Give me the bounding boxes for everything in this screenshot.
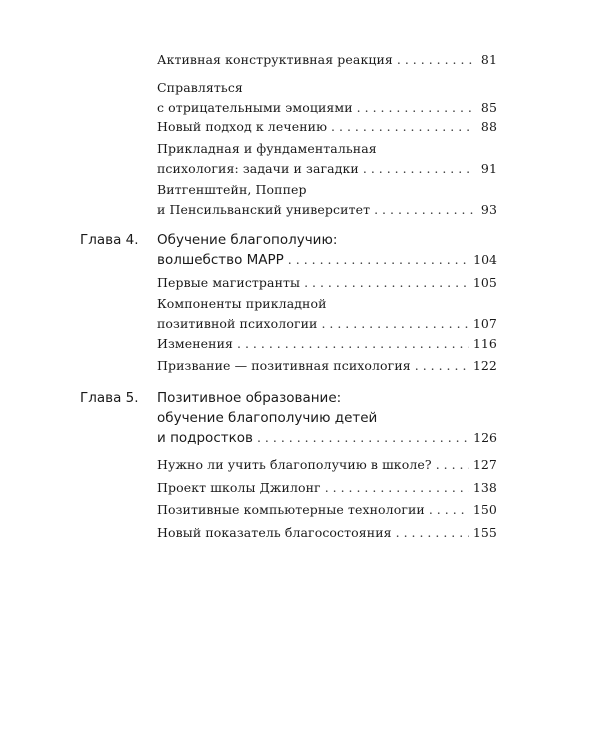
toc-entry-title: Нужно ли учить благополучию в школе? bbox=[157, 457, 432, 472]
chapter-title bbox=[157, 388, 497, 448]
toc-entry-title: Проект школы Джилонг bbox=[157, 480, 321, 495]
toc-entry-title: Первые магистранты bbox=[157, 275, 301, 290]
toc-entry-page: 138 bbox=[472, 480, 497, 495]
chapter-title-line: и подростков bbox=[157, 430, 253, 446]
toc-entry-title: позитивной психологии bbox=[157, 316, 318, 331]
toc-entry-title: Витгенштейн, Поппер bbox=[157, 182, 307, 197]
chapter-number: Глава 5. bbox=[80, 390, 139, 406]
toc-entry bbox=[157, 478, 497, 498]
toc-entry-title: Компоненты прикладной bbox=[157, 296, 327, 311]
leader-dots bbox=[325, 478, 469, 498]
toc-entry bbox=[157, 180, 497, 220]
chapter-title-line: Позитивное образование: bbox=[157, 390, 342, 406]
toc-entry-page: 122 bbox=[472, 358, 497, 373]
leader-dots bbox=[415, 356, 469, 376]
toc-entry bbox=[157, 500, 497, 520]
chapter-page: 126 bbox=[473, 430, 497, 445]
toc-entry-page: 88 bbox=[480, 119, 497, 134]
toc-entry bbox=[157, 78, 497, 118]
leader-dots bbox=[436, 455, 469, 475]
toc-entry-page: 91 bbox=[480, 161, 497, 176]
toc-entry bbox=[157, 50, 497, 70]
toc-entry bbox=[157, 523, 497, 543]
toc-entry-title: Призвание — позитивная психология bbox=[157, 358, 411, 373]
toc-entry bbox=[157, 139, 497, 179]
toc-entry-title: Прикладная и фундаментальная bbox=[157, 141, 377, 156]
toc-entry-title: Новый подход к лечению bbox=[157, 119, 328, 134]
toc-entry-page: 127 bbox=[472, 457, 497, 472]
toc-entry bbox=[157, 294, 497, 334]
leader-dots bbox=[304, 273, 469, 293]
toc-entry bbox=[157, 117, 497, 137]
toc-entry-page: 105 bbox=[472, 275, 497, 290]
toc-entry-page: 85 bbox=[480, 100, 497, 115]
toc-entry-title: с отрицательными эмоциями bbox=[157, 100, 353, 115]
leader-dots bbox=[363, 159, 475, 179]
leader-dots bbox=[397, 50, 475, 70]
leader-dots bbox=[357, 98, 475, 118]
toc-entry-title: психология: задачи и загадки bbox=[157, 161, 359, 176]
leader-dots bbox=[237, 334, 469, 354]
toc-entry bbox=[157, 356, 497, 376]
chapter-title bbox=[157, 230, 497, 270]
chapter-title-line: волшебство MAPP bbox=[157, 252, 284, 268]
toc-entry-page: 116 bbox=[472, 336, 497, 351]
toc-entry bbox=[157, 273, 497, 293]
leader-dots bbox=[288, 250, 469, 270]
toc-entry bbox=[157, 334, 497, 354]
toc-entry-title: Справляться bbox=[157, 80, 243, 95]
chapter-page: 104 bbox=[473, 252, 497, 267]
toc-entry-title: Изменения bbox=[157, 336, 234, 351]
toc-entry-title: Позитивные компьютерные технологии bbox=[157, 502, 425, 517]
leader-dots bbox=[374, 200, 475, 220]
toc-entry-page: 81 bbox=[480, 52, 497, 67]
toc-entry-title: Новый показатель благосостояния bbox=[157, 525, 392, 540]
leader-dots bbox=[429, 500, 469, 520]
chapter-number: Глава 4. bbox=[80, 232, 139, 248]
toc-entry-page: 150 bbox=[472, 502, 497, 517]
toc-entry-page: 93 bbox=[480, 202, 497, 217]
toc-entry-page: 107 bbox=[472, 316, 497, 331]
leader-dots bbox=[321, 314, 468, 334]
toc-entry-title: и Пенсильванский университет bbox=[157, 202, 371, 217]
leader-dots bbox=[331, 117, 475, 137]
leader-dots bbox=[396, 523, 469, 543]
chapter-title-line: обучение благополучию детей bbox=[157, 410, 378, 426]
chapter-title-line: Обучение благополучию: bbox=[157, 232, 338, 248]
toc-entry-page: 155 bbox=[472, 525, 497, 540]
toc-entry-title: Активная конструктивная реакция bbox=[157, 52, 393, 67]
leader-dots bbox=[257, 428, 469, 448]
toc-entry bbox=[157, 455, 497, 475]
